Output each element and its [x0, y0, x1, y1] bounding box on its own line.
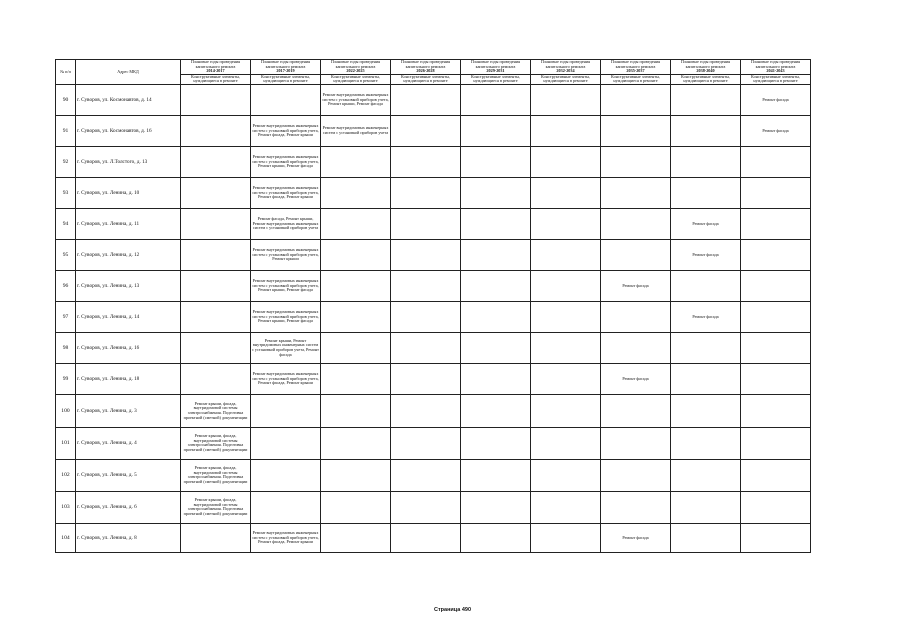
table-row [56, 523, 811, 552]
header-period [251, 60, 321, 75]
work-cell [461, 459, 531, 491]
row-address: г. Суворов, ул. Ленина, д. 8 [76, 523, 181, 552]
row-number: 101 [56, 427, 76, 459]
work-cell [321, 491, 391, 523]
header-period [741, 60, 811, 75]
work-cell [391, 394, 461, 427]
work-cell [531, 239, 601, 270]
work-cell [251, 394, 321, 427]
work-cell [181, 363, 251, 394]
work-cell [671, 332, 741, 363]
work-cell: Ремонт внутридомовых инженерных систем с установкой приборов учета, Ремонт крыши, Ремонт фасада [251, 301, 321, 332]
row-number: 103 [56, 491, 76, 523]
work-cell: Ремонт внутридомовых инженерных систем с установкой приборов учета, Ремонт крыши, Ремонт фасада [321, 84, 391, 115]
header-period-subtitle: Конструктивные элементы, нуждающиеся в ремонте [251, 74, 321, 84]
table-row [56, 115, 811, 146]
header-period-years: 2041-2043 [766, 68, 785, 74]
work-cell [601, 239, 671, 270]
work-cell [741, 363, 811, 394]
header-period-subtitle: Конструктивные элементы, нуждающиеся в ремонте [531, 74, 601, 84]
work-cell [601, 177, 671, 208]
work-cell: Ремонт крыши, фасада, внутридомовой системы электроснабжения. Подготовка проектной (сметной) документации [181, 394, 251, 427]
work-cell: Ремонт внутридомовых инженерных систем с установкой приборов учета, Ремонт крыши, Ремонт фасада [251, 270, 321, 301]
work-cell [391, 427, 461, 459]
header-period-years: 2032-2034 [556, 68, 575, 74]
row-number: 90 [56, 84, 76, 115]
work-cell [531, 146, 601, 177]
work-cell [251, 459, 321, 491]
repair-schedule-table [55, 59, 811, 553]
work-cell [461, 84, 531, 115]
header-period [321, 60, 391, 75]
work-cell [321, 146, 391, 177]
row-number: 91 [56, 115, 76, 146]
work-cell [601, 491, 671, 523]
row-number: 104 [56, 523, 76, 552]
work-cell [531, 208, 601, 239]
row-number: 94 [56, 208, 76, 239]
work-cell [601, 84, 671, 115]
header-period-subtitle: Конструктивные элементы, нуждающиеся в ремонте [321, 74, 391, 84]
row-number: 99 [56, 363, 76, 394]
row-address: г. Суворов, ул. Ленина, д. 14 [76, 301, 181, 332]
work-cell [181, 115, 251, 146]
work-cell [321, 523, 391, 552]
work-cell [251, 491, 321, 523]
work-cell [531, 427, 601, 459]
header-period [461, 60, 531, 75]
work-cell [181, 208, 251, 239]
header-period [181, 60, 251, 75]
header-period [531, 60, 601, 75]
table-body [56, 84, 811, 552]
work-cell [321, 177, 391, 208]
header-period-title: Плановые годы проведения капитального ремонта [330, 59, 381, 69]
work-cell [461, 177, 531, 208]
header-period-title: Плановые годы проведения капитального ремонта [260, 59, 311, 69]
work-cell [741, 394, 811, 427]
work-cell [601, 394, 671, 427]
row-address: г. Суворов, ул. Ленина, д. 4 [76, 427, 181, 459]
work-cell [181, 146, 251, 177]
work-cell [671, 491, 741, 523]
work-cell [741, 332, 811, 363]
work-cell [671, 523, 741, 552]
work-cell [321, 332, 391, 363]
work-cell: Ремонт внутридомовых инженерных систем с установкой приборов учета, Ремонт фасада, Ремонт крыши [251, 115, 321, 146]
work-cell [391, 177, 461, 208]
row-address: г. Суворов, ул. Космонавтов, д. 16 [76, 115, 181, 146]
table-row [56, 84, 811, 115]
work-cell [531, 523, 601, 552]
work-cell [461, 332, 531, 363]
work-cell [321, 301, 391, 332]
table-row [56, 146, 811, 177]
work-cell [671, 84, 741, 115]
work-cell [181, 239, 251, 270]
work-cell [741, 270, 811, 301]
work-cell [391, 146, 461, 177]
work-cell [531, 332, 601, 363]
work-cell [461, 239, 531, 270]
work-cell [391, 523, 461, 552]
work-cell [391, 301, 461, 332]
header-period-years: 2038-2040 [696, 68, 715, 74]
table-row [56, 491, 811, 523]
work-cell [531, 177, 601, 208]
row-address: г. Суворов, ул. Ленина, д. 11 [76, 208, 181, 239]
work-cell: Ремонт фасада [671, 301, 741, 332]
header-period-title: Плановые годы проведения капитального ремонта [190, 59, 241, 69]
work-cell [671, 146, 741, 177]
work-cell [741, 459, 811, 491]
work-cell [391, 363, 461, 394]
table-row [56, 208, 811, 239]
work-cell [531, 363, 601, 394]
header-period-years: 2026-2028 [416, 68, 435, 74]
work-cell [251, 427, 321, 459]
row-address: г. Суворов, ул. Л.Толстого, д. 13 [76, 146, 181, 177]
work-cell: Ремонт фасада [601, 270, 671, 301]
work-cell [391, 459, 461, 491]
work-cell: Ремонт фасада [601, 523, 671, 552]
work-cell [671, 459, 741, 491]
work-cell [391, 84, 461, 115]
work-cell [741, 523, 811, 552]
work-cell [741, 301, 811, 332]
work-cell [741, 239, 811, 270]
table-row [56, 177, 811, 208]
work-cell: Ремонт внутридомовых инженерных систем с установкой приборов учета, Ремонт фасада, Ремонт крыши [251, 523, 321, 552]
work-cell [601, 115, 671, 146]
work-cell [671, 177, 741, 208]
work-cell [741, 491, 811, 523]
table-row [56, 239, 811, 270]
work-cell [671, 115, 741, 146]
work-cell: Ремонт внутридомовых инженерных систем с установкой приборов учета, Ремонт фасада, Ремонт крыши [251, 363, 321, 394]
work-cell: Ремонт фасада [741, 84, 811, 115]
row-address: г. Суворов, ул. Ленина, д. 3 [76, 394, 181, 427]
header-period [601, 60, 671, 75]
work-cell [601, 427, 671, 459]
work-cell [391, 270, 461, 301]
header-period-title: Плановые годы проведения капитального ремонта [750, 59, 801, 69]
row-address: г. Суворов, ул. Ленина, д. 6 [76, 491, 181, 523]
work-cell [461, 115, 531, 146]
work-cell [531, 115, 601, 146]
work-cell [461, 523, 531, 552]
header-period-title: Плановые годы проведения капитального ремонта [610, 59, 661, 69]
header-period-years: 2017-2019 [276, 68, 295, 74]
table-row [56, 363, 811, 394]
row-number: 98 [56, 332, 76, 363]
row-address: г. Суворов, ул. Космонавтов, д. 14 [76, 84, 181, 115]
work-cell [601, 459, 671, 491]
work-cell [461, 491, 531, 523]
row-address: г. Суворов, ул. Ленина, д. 13 [76, 270, 181, 301]
work-cell [601, 208, 671, 239]
work-cell [391, 332, 461, 363]
work-cell [671, 394, 741, 427]
header-period-title: Плановые годы проведения капитального ремонта [680, 59, 731, 69]
work-cell: Ремонт крыши, фасада, внутридомовой системы электроснабжения. Подготовка проектной (сметной) документации [181, 459, 251, 491]
work-cell [741, 208, 811, 239]
work-cell: Ремонт внутридомовых инженерных систем с установкой приборов учета [321, 115, 391, 146]
header-period-subtitle: Конструктивные элементы, нуждающиеся в ремонте [601, 74, 671, 84]
work-cell [251, 84, 321, 115]
work-cell [531, 270, 601, 301]
header-period-subtitle: Конструктивные элементы, нуждающиеся в ремонте [461, 74, 531, 84]
row-number: 93 [56, 177, 76, 208]
work-cell [461, 301, 531, 332]
header-period-title: Плановые годы проведения капитального ремонта [540, 59, 591, 69]
work-cell [391, 239, 461, 270]
work-cell [461, 363, 531, 394]
work-cell: Ремонт внутридомовых инженерных систем с установкой приборов учета, Ремонт крыши, Ремонт фасада [251, 146, 321, 177]
work-cell [321, 363, 391, 394]
header-address: Адрес МКД [76, 60, 181, 85]
row-number: 92 [56, 146, 76, 177]
work-cell: Ремонт фасада, Ремонт крыши, Ремонт внутридомовых инженерных систем с установкой приборов учета [251, 208, 321, 239]
header-period-title: Плановые годы проведения капитального ремонта [400, 59, 451, 69]
work-cell: Ремонт фасада [671, 239, 741, 270]
work-cell [531, 394, 601, 427]
work-cell: Ремонт крыши, фасада, внутридомовой системы электроснабжения. Подготовка проектной (сметной) документации [181, 491, 251, 523]
row-address: г. Суворов, ул. Ленина, д. 18 [76, 363, 181, 394]
header-period-years: 2022-2025 [346, 68, 365, 74]
header-period-years: 2035-2037 [626, 68, 645, 74]
work-cell: Ремонт фасада [601, 363, 671, 394]
work-cell [181, 270, 251, 301]
table-row [56, 427, 811, 459]
header-period-subtitle: Конструктивные элементы, нуждающиеся в ремонте [391, 74, 461, 84]
header-period-subtitle: Конструктивные элементы, нуждающиеся в ремонте [181, 74, 251, 84]
table-row [56, 332, 811, 363]
row-address: г. Суворов, ул. Ленина, д. 12 [76, 239, 181, 270]
work-cell [741, 177, 811, 208]
work-cell [321, 427, 391, 459]
work-cell: Ремонт фасада [671, 208, 741, 239]
work-cell [531, 491, 601, 523]
work-cell [601, 332, 671, 363]
work-cell [461, 394, 531, 427]
page-number: Страница 490 [434, 607, 471, 613]
work-cell [531, 84, 601, 115]
table-header [56, 60, 811, 85]
header-period-title: Плановые годы проведения капитального ремонта [470, 59, 521, 69]
row-number: 95 [56, 239, 76, 270]
work-cell [671, 270, 741, 301]
work-cell [531, 459, 601, 491]
work-cell: Ремонт внутридомовых инженерных систем с установкой приборов учета, Ремонт крыши [251, 239, 321, 270]
work-cell [321, 239, 391, 270]
work-cell [601, 301, 671, 332]
work-cell [741, 427, 811, 459]
row-number: 96 [56, 270, 76, 301]
work-cell [321, 208, 391, 239]
header-period-subtitle: Конструктивные элементы, нуждающиеся в ремонте [671, 74, 741, 84]
work-cell [531, 301, 601, 332]
row-number: 102 [56, 459, 76, 491]
work-cell [321, 394, 391, 427]
header-number: № п/п [56, 60, 76, 85]
work-cell [461, 270, 531, 301]
table-row [56, 301, 811, 332]
table-row [56, 270, 811, 301]
work-cell [181, 332, 251, 363]
header-period-years: 2029-2031 [486, 68, 505, 74]
work-cell [391, 115, 461, 146]
work-cell: Ремонт крыши, фасада, внутридомовой системы электроснабжения. Подготовка проектной (сметной) документации [181, 427, 251, 459]
work-cell: Ремонт фасада [741, 115, 811, 146]
work-cell [391, 208, 461, 239]
row-number: 100 [56, 394, 76, 427]
header-period [391, 60, 461, 75]
header-period [671, 60, 741, 75]
work-cell [321, 459, 391, 491]
work-cell [461, 146, 531, 177]
row-number: 97 [56, 301, 76, 332]
work-cell [461, 208, 531, 239]
work-cell: Ремонт крыши, Ремонт внутридомовых инженерных систем с установкой приборов учета, Ремонт фасада [251, 332, 321, 363]
row-address: г. Суворов, ул. Ленина, д. 10 [76, 177, 181, 208]
work-cell [741, 146, 811, 177]
header-period-years: 2014-2017 [206, 68, 225, 74]
work-cell [601, 146, 671, 177]
work-cell [321, 270, 391, 301]
row-address: г. Суворов, ул. Ленина, д. 5 [76, 459, 181, 491]
work-cell [181, 523, 251, 552]
work-cell [181, 84, 251, 115]
work-cell [181, 177, 251, 208]
table-row [56, 394, 811, 427]
work-cell [461, 427, 531, 459]
work-cell [671, 363, 741, 394]
header-period-subtitle: Конструктивные элементы, нуждающиеся в ремонте [741, 74, 811, 84]
work-cell [181, 301, 251, 332]
row-address: г. Суворов, ул. Ленина, д. 16 [76, 332, 181, 363]
work-cell [391, 491, 461, 523]
work-cell [671, 427, 741, 459]
work-cell: Ремонт внутридомовых инженерных систем с установкой приборов учета, Ремонт фасада, Ремонт крыши [251, 177, 321, 208]
table-row [56, 459, 811, 491]
